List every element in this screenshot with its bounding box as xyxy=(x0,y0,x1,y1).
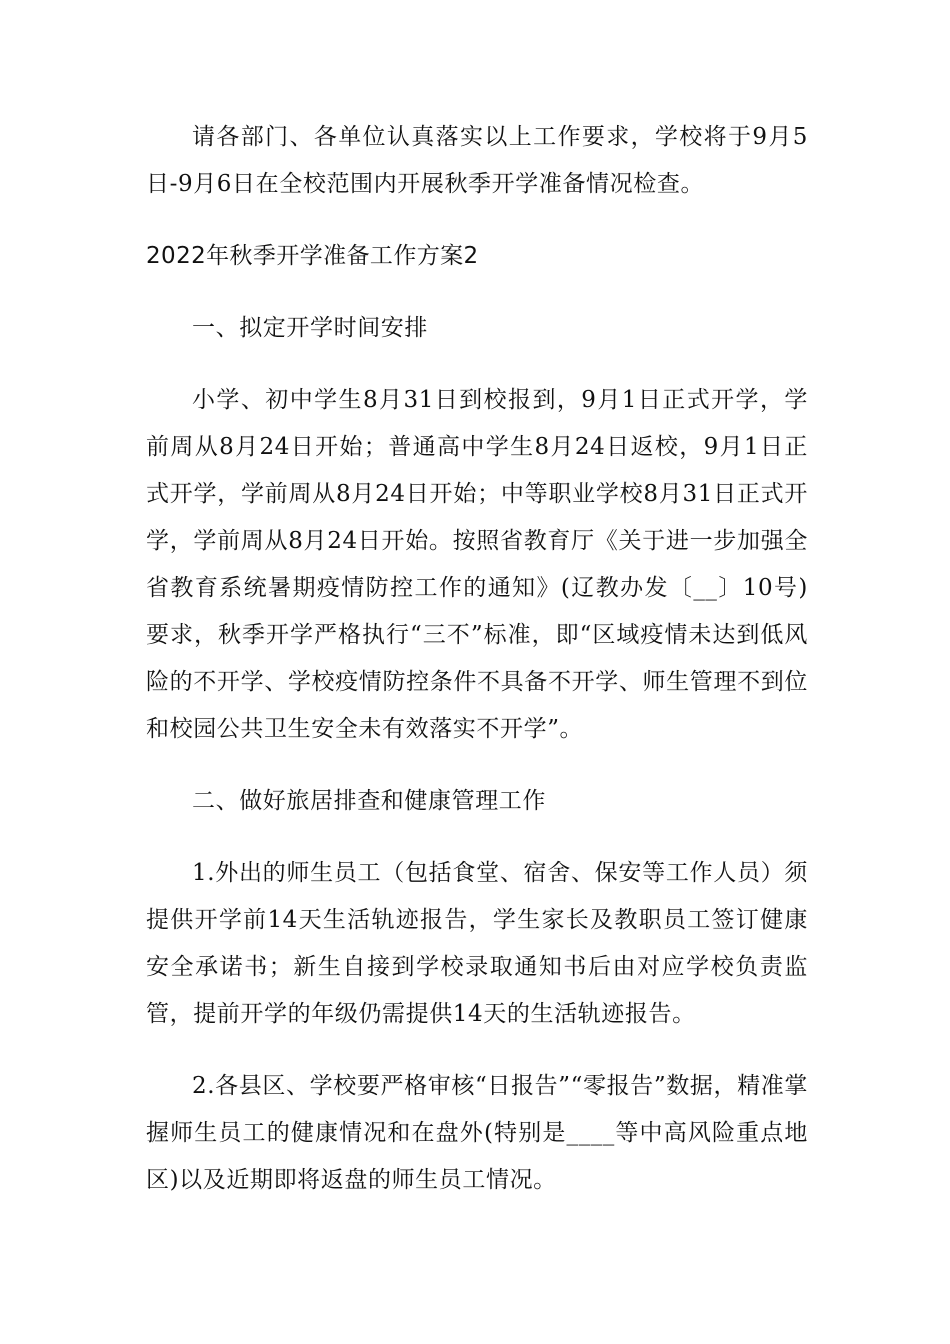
closing-paragraph: 请各部门、各单位认真落实以上工作要求，学校将于9月5日-9月6日在全校范围内开展秋季开学准备情况检查。 xyxy=(146,124,808,197)
section-title-schedule: 一、拟定开学时间安排 xyxy=(192,315,428,341)
section-title-health: 二、做好旅居排查和健康管理工作 xyxy=(192,788,546,814)
schedule-paragraph: 小学、初中学生8月31日到校报到，9月1日正式开学，学前周从8月24日开始；普通高中学生8月24日返校，9月1日正式开学，学前周从8月24日开始；中等职业学校8月31日正式开学，学前周从8月24日开始。按照省教育厅《关于进一步加强全省教育系统暑期疫情防控工作的通知》(辽教办发〔__〕10号)要求，秋季开学严格执行“三不”标准，即“区域疫情未达到低风险的不开学、学校疫情防控条件不具备不开学、师生管理不到位和校园公共卫生安全未有效落实不开学”。 xyxy=(146,387,808,742)
health-item-1: 1.外出的师生员工（包括食堂、宿舍、保安等工作人员）须提供开学前14天生活轨迹报告，学生家长及教职员工签订健康安全承诺书；新生自接到学校录取通知书后由对应学校负责监管，提前开学的年级仍需提供14天的生活轨迹报告。 xyxy=(146,860,808,1027)
document-heading: 2022年秋季开学准备工作方案2 xyxy=(146,243,479,269)
document-body xyxy=(146,114,808,1204)
health-item-2: 2.各县区、学校要严格审核“日报告”“零报告”数据，精准掌握师生员工的健康情况和在盘外(特别是____等中高风险重点地区)以及近期即将返盘的师生员工情况。 xyxy=(146,1073,808,1193)
